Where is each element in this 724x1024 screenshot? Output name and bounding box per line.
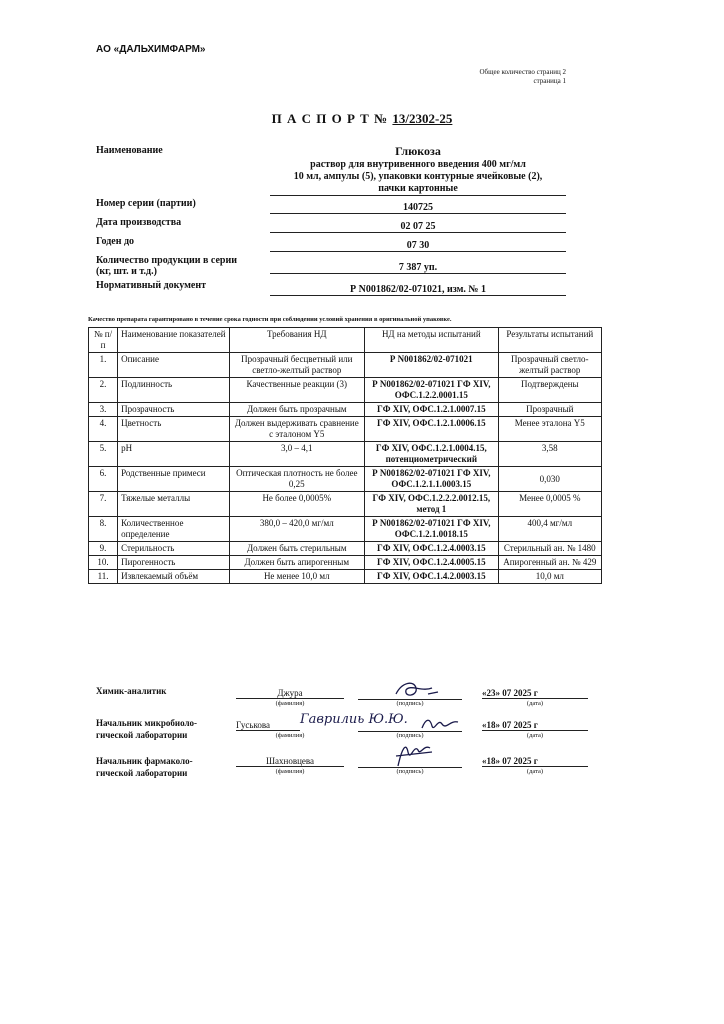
pharma-date: «18» 07 2025 г (482, 756, 588, 767)
header-result: Результаты испытаний (498, 328, 601, 353)
micro-signature (420, 714, 460, 734)
micro-date-caption: (дата) (526, 732, 544, 739)
pharma-role-1: Начальник фармаколо- (96, 756, 193, 766)
row-indicator: Цветность (118, 417, 229, 442)
header-method: НД на методы испытаний (365, 328, 499, 353)
row-method: Р N001862/02-071021 ГФ XIV, ОФС.1.2.1.1.0003.15 (365, 467, 499, 492)
row-indicator: Тяжелые металлы (118, 492, 229, 517)
row-requirement: Должен быть стерильным (229, 542, 365, 556)
row-num: 4. (89, 417, 118, 442)
row-num: 6. (89, 467, 118, 492)
product-desc-1: раствор для внутривенного введения 400 мг/мл (310, 159, 526, 170)
current-page: страница 1 (533, 77, 566, 85)
table-row (89, 403, 602, 417)
row-indicator: Стерильность (118, 542, 229, 556)
quantity-label-2: (кг, шт. и т.д.) (96, 266, 157, 277)
row-num: 10. (89, 556, 118, 570)
table-row (89, 556, 602, 570)
passport-prefix: П А С П О Р Т № (271, 111, 389, 126)
row-method: ГФ XIV, ОФС.1.2.1.0004.15, потенциометрический (365, 442, 499, 467)
table-header-row (89, 328, 602, 353)
micro-handwritten-name: Гаврилиь Ю.Ю. (300, 712, 408, 727)
row-indicator: Родственные примеси (118, 467, 229, 492)
row-requirement: Прозрачный бесцветный или светло-желтый раствор (229, 353, 365, 378)
micro-date: «18» 07 2025 г (482, 720, 588, 731)
table-row (89, 378, 602, 403)
series-value: 140725 (270, 202, 566, 214)
table-row (89, 353, 602, 378)
row-num: 5. (89, 442, 118, 467)
row-indicator: Прозрачность (118, 403, 229, 417)
row-result: 0,030 (498, 467, 601, 492)
chemist-signature (392, 678, 440, 702)
row-method: ГФ XIV, ОФС.1.4.2.0003.15 (365, 570, 499, 584)
passport-number: 13/2302-25 (392, 111, 453, 126)
row-indicator: pH (118, 442, 229, 467)
passport-title (0, 111, 724, 127)
pharma-role-2: гической лаборатории (96, 768, 188, 778)
row-num: 2. (89, 378, 118, 403)
micro-name: Гуськова (236, 720, 300, 731)
guarantee-note: Качество препарата гарантировано в течение срока годности при соблюдении условий хранения в оригинальной упаковке. (88, 316, 452, 323)
table-row (89, 442, 602, 467)
product-desc-2: 10 мл, ампулы (5), упаковки контурные ячейковые (2), (293, 171, 543, 182)
header-indicator: Наименование показателей (118, 328, 229, 353)
chemist-signature-caption: (подпись) (396, 700, 424, 707)
micro-surname-caption: (фамилия) (275, 732, 305, 739)
pharma-surname-caption: (фамилия) (275, 768, 305, 775)
row-requirement: Должен быть прозрачным (229, 403, 365, 417)
row-requirement: Качественные реакции (3) (229, 378, 365, 403)
row-num: 8. (89, 517, 118, 542)
table-row (89, 467, 602, 492)
chemist-date-caption: (дата) (526, 700, 544, 707)
table-row (89, 492, 602, 517)
row-method: ГФ XIV, ОФС.1.2.4.0005.15 (365, 556, 499, 570)
expiry-value: 07 30 (270, 240, 566, 252)
row-num: 1. (89, 353, 118, 378)
row-requirement: Оптическая плотность не более 0,25 (229, 467, 365, 492)
row-requirement: Должен выдерживать сравнение с эталоном Y5 (229, 417, 365, 442)
table-row (89, 417, 602, 442)
product-name: Глюкоза (395, 144, 441, 158)
table-row (89, 517, 602, 542)
row-requirement: 3,0 – 4,1 (229, 442, 365, 467)
micro-role-1: Начальник микробиоло- (96, 718, 198, 728)
table-row (89, 570, 602, 584)
page-count (480, 68, 567, 86)
pharma-signature (392, 738, 436, 770)
quantity-label (96, 255, 268, 277)
prod-date-label: Дата производства (96, 217, 182, 228)
company-name: АО «ДАЛЬХИМФАРМ» (96, 44, 206, 55)
prod-date-value: 02 07 25 (270, 221, 566, 233)
chemist-role: Химик-аналитик (96, 686, 167, 696)
total-pages: Общее количество страниц 2 (479, 68, 566, 76)
row-indicator: Извлекаемый объём (118, 570, 229, 584)
row-requirement: Не менее 10,0 мл (229, 570, 365, 584)
row-num: 7. (89, 492, 118, 517)
pharma-date-caption: (дата) (526, 768, 544, 775)
norm-doc-label: Нормативный документ (96, 280, 207, 291)
table-row (89, 542, 602, 556)
row-num: 11. (89, 570, 118, 584)
row-result: 400,4 мг/мл (498, 517, 601, 542)
row-method: Р N001862/02-071021 (365, 353, 499, 378)
header-requirement: Требования НД (229, 328, 365, 353)
chemist-surname-caption: (фамилия) (275, 700, 305, 707)
row-result: 3,58 (498, 442, 601, 467)
product-desc-3: пачки картонные (378, 183, 458, 194)
row-requirement: 380,0 – 420,0 мг/мл (229, 517, 365, 542)
row-method: ГФ XIV, ОФС.1.2.1.0006.15 (365, 417, 499, 442)
row-num: 9. (89, 542, 118, 556)
row-method: ГФ XIV, ОФС.1.2.2.2.0012.15, метод 1 (365, 492, 499, 517)
row-requirement: Должен быть апирогенным (229, 556, 365, 570)
row-result: Апирогенный ан. № 429 (498, 556, 601, 570)
norm-doc-value: Р N001862/02-071021, изм. № 1 (270, 284, 566, 296)
pharma-role (96, 755, 193, 779)
row-result: Менее 0,0005 % (498, 492, 601, 517)
row-indicator: Количественное определение (118, 517, 229, 542)
row-requirement: Не более 0,0005% (229, 492, 365, 517)
row-method: ГФ XIV, ОФС.1.2.1.0007.15 (365, 403, 499, 417)
chemist-date: «23» 07 2025 г (482, 688, 588, 699)
pharma-signature-caption: (подпись) (396, 768, 424, 775)
series-label: Номер серии (партии) (96, 198, 196, 209)
row-result: Стерильный ан. № 1480 (498, 542, 601, 556)
row-indicator: Пирогенность (118, 556, 229, 570)
row-num: 3. (89, 403, 118, 417)
name-label: Наименование (96, 145, 163, 156)
row-method: Р N001862/02-071021 ГФ XIV, ОФС.1.2.1.0018.15 (365, 517, 499, 542)
row-result: Прозрачный светло-желтый раствор (498, 353, 601, 378)
chemist-name: Джура (236, 688, 344, 699)
pharma-name: Шахновцева (236, 756, 344, 767)
test-results-table (88, 327, 602, 584)
quantity-label-1: Количество продукции в серии (96, 255, 238, 266)
quantity-value: 7 387 уп. (270, 262, 566, 274)
name-value (270, 144, 566, 196)
row-result: 10,0 мл (498, 570, 601, 584)
row-method: Р N001862/02-071021 ГФ XIV, ОФС.1.2.2.0001.15 (365, 378, 499, 403)
row-indicator: Описание (118, 353, 229, 378)
micro-role (96, 717, 197, 741)
micro-signature-caption: (подпись) (396, 732, 424, 739)
row-result: Прозрачный (498, 403, 601, 417)
row-indicator: Подлинность (118, 378, 229, 403)
row-result: Менее эталона Y5 (498, 417, 601, 442)
row-method: ГФ XIV, ОФС.1.2.4.0003.15 (365, 542, 499, 556)
expiry-label: Годен до (96, 236, 135, 247)
header-num: № п/п (89, 328, 118, 353)
micro-role-2: гической лаборатории (96, 730, 188, 740)
row-result: Подтверждены (498, 378, 601, 403)
